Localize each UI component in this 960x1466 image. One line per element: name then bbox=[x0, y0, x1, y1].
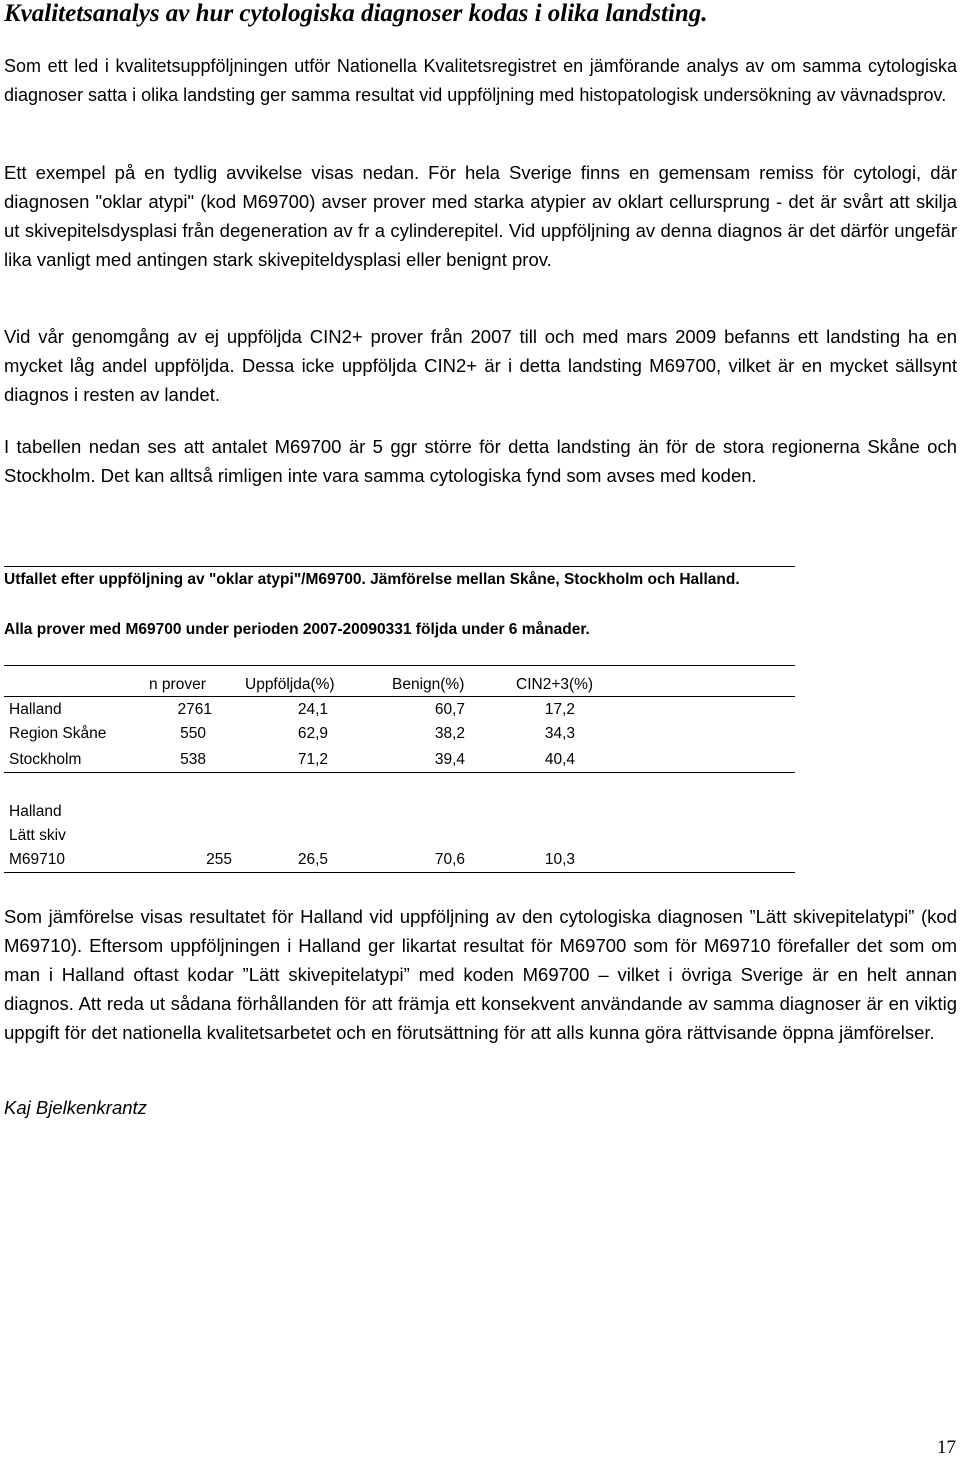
cell-benign: 39,4 bbox=[434, 751, 465, 768]
author-signature: Kaj Bjelkenkrantz bbox=[4, 1097, 147, 1118]
cell-followed: 71,2 bbox=[297, 751, 328, 768]
cell-followed: 62,9 bbox=[297, 725, 328, 742]
review-paragraph: Vid vår genomgång av ej uppföljda CIN2+ prover från 2007 till och med mars 2009 befanns ett landsting ha en mycket låg andel uppföljda. Dessa icke uppföljda CIN2+ är i detta landsting M69700, vilket är en mycket sällsynt diagnos i resten av landet. bbox=[4, 326, 957, 405]
cell-cin: 40,4 bbox=[544, 751, 575, 768]
col-header-cin: CIN2+3(%) bbox=[516, 676, 594, 693]
cell-benign: 70,6 bbox=[434, 851, 465, 868]
col-header-benign: Benign(%) bbox=[392, 676, 465, 693]
cell-n: 2761 bbox=[177, 701, 212, 718]
extra-row-label-line: M69710 bbox=[9, 851, 66, 868]
header-rule bbox=[4, 696, 795, 697]
cell-cin: 10,3 bbox=[544, 851, 575, 868]
row-label: Region Skåne bbox=[9, 725, 107, 742]
row-label: Halland bbox=[9, 701, 62, 718]
cell-n: 538 bbox=[180, 751, 206, 768]
cell-benign: 60,7 bbox=[434, 701, 465, 718]
cell-n: 255 bbox=[206, 851, 232, 868]
table-subcaption: Alla prover med M69700 under perioden 2007-20090331 följda under 6 månader. bbox=[4, 621, 590, 638]
cell-cin: 34,3 bbox=[544, 725, 575, 742]
col-header-n: n prover bbox=[149, 676, 206, 693]
table-intro-paragraph: I tabellen nedan ses att antalet M69700 är 5 ggr större för detta landsting än för de stora regionerna Skåne och Stockholm. Det kan alltså rimligen inte vara samma cytologiska fynd som avses med koden. bbox=[4, 436, 957, 486]
page-number: 17 bbox=[937, 1437, 956, 1458]
cell-cin: 17,2 bbox=[544, 701, 575, 718]
example-paragraph: Ett exempel på en tydlig avvikelse visas nedan. För hela Sverige finns en gemensam remiss för cytologi, där diagnosen "oklar atypi" (kod M69700) avser prover med starka atypier av oklart cellursprung - det är svårt att skilja ut skivepitelsdysplasi från degeneration av fr a cylinderepitel. Vid uppföljning av denna diagnos är det därför ungefär lika vanligt med antingen stark skivepiteldysplasi eller benignt prov. bbox=[4, 162, 957, 270]
intro-paragraph: Som ett led i kvalitetsuppföljningen utför Nationella Kvalitetsregistret en jämförande analys av om samma cytologiska diagnoser satta i olika landsting ger samma resultat vid uppföljning med histopatologisk undersökning av vävnadsprov. bbox=[4, 56, 957, 105]
cell-n: 550 bbox=[180, 725, 206, 742]
table-bottom-rule bbox=[4, 872, 795, 873]
table-mid-rule bbox=[4, 772, 795, 773]
cell-followed: 26,5 bbox=[297, 851, 328, 868]
cell-followed: 24,1 bbox=[297, 701, 328, 718]
table-caption: Utfallet efter uppföljning av "oklar atypi"/M69700. Jämförelse mellan Skåne, Stockholm och Halland. bbox=[4, 571, 740, 588]
extra-row-label-line: Lätt skiv bbox=[9, 827, 66, 844]
row-label: Stockholm bbox=[9, 751, 82, 768]
extra-row-label-line: Halland bbox=[9, 803, 62, 820]
cell-benign: 38,2 bbox=[434, 725, 465, 742]
table-top-rule bbox=[4, 665, 795, 666]
comparison-paragraph: Som jämförelse visas resultatet för Halland vid uppföljning av den cytologiska diagnosen ”Lätt skivepitelatypi” (kod M69710). Eftersom uppföljningen i Halland ger likartat resultat för M69700 som för M69710 förefaller det som om man i Halland oftast kodar ”Lätt skivepitelatypi” med koden M69700 – vilket i övriga Sverige är en helt annan diagnos. Att reda ut sådana förhållanden för att främja ett konsekvent användande av samma diagnoser är en viktig uppgift för det nationella kvalitetsarbetet och en förutsättning för att alls kunna göra rättvisande öppna jämförelser. bbox=[4, 906, 957, 1043]
document-title: Kvalitetsanalys av hur cytologiska diagnoser kodas i olika landsting. bbox=[4, 0, 708, 27]
col-header-followed: Uppföljda(%) bbox=[245, 676, 335, 693]
